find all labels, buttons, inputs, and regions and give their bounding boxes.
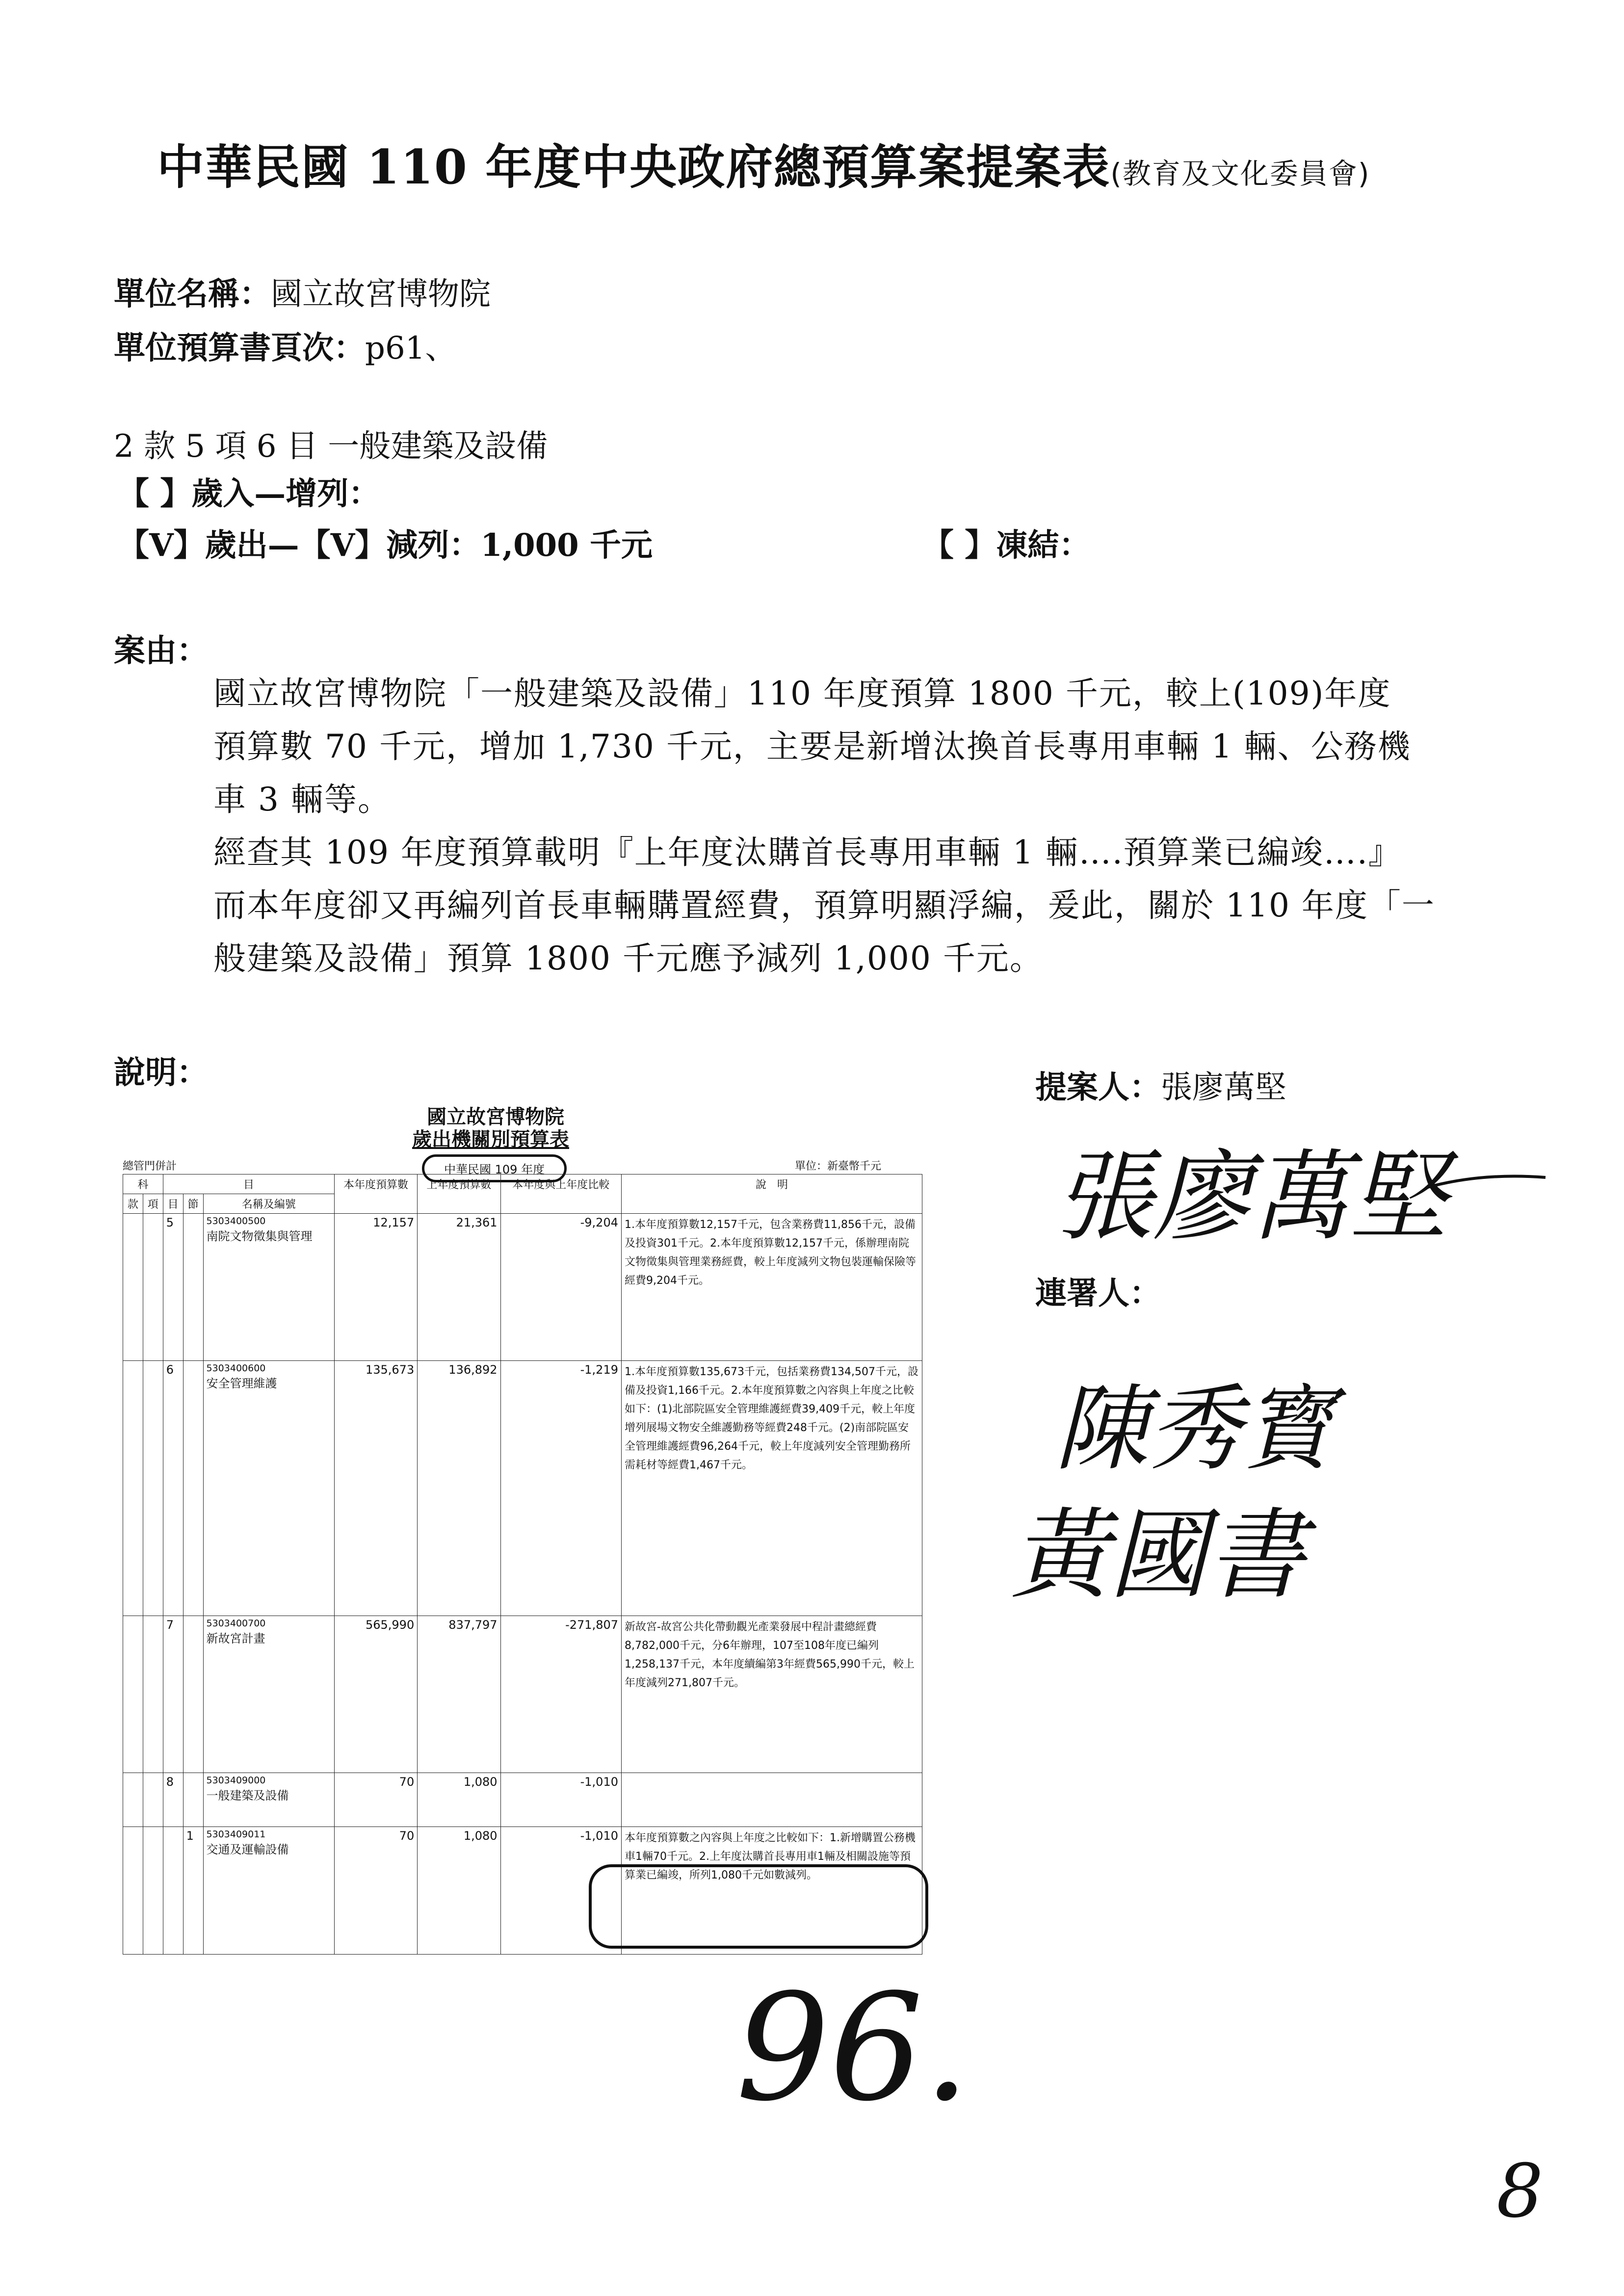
- budget-page-label: 單位預算書頁次：: [114, 330, 365, 366]
- cell-name: [203, 1361, 334, 1616]
- budget-table-excerpt: [123, 1101, 922, 1965]
- cosigner-signature: 陳秀寳: [1055, 1375, 1335, 1483]
- th-xiang: 項: [143, 1194, 163, 1214]
- title-committee: (教育及文化委員會): [1110, 157, 1370, 190]
- cell-compare: -9,204: [500, 1214, 621, 1361]
- cell-name-text: 新故宮計畫: [206, 1632, 265, 1645]
- cell-previous: 1,080: [418, 1827, 500, 1955]
- cell-kuan: [123, 1214, 143, 1361]
- excerpt-title: 歲出機關別預算表: [412, 1128, 569, 1151]
- cell-previous: 1,080: [418, 1773, 500, 1827]
- cell-name-text: 南院文物徵集與管理: [206, 1229, 313, 1243]
- cell-jie: [183, 1616, 203, 1773]
- th-kuan: 款: [123, 1194, 143, 1214]
- table-row: [123, 1773, 922, 1827]
- cell-note: 1.本年度預算數135,673千元，包括業務費134,507千元，設備及投資1,166千元。2.本年度預算數之內容與上年度之比較如下：(1)北部院區安全管理維護經費39,409千元，較上年度增列展場文物安全維護勤務等經費248千元。(2)南部院區安全管理維護經費96,264千元，較上年度減列安全管理勤務所需耗材等經費1,467千元。: [622, 1361, 922, 1616]
- proposer-label: 提案人：: [1035, 1069, 1161, 1106]
- cell-jie: [183, 1214, 203, 1361]
- proposer-name: 張廖萬堅: [1161, 1070, 1286, 1106]
- cell-kuan: [123, 1773, 143, 1827]
- title-main: 中華民國 110 年度中央政府總預算案提案表: [157, 139, 1111, 195]
- unit-name-row: [114, 269, 491, 314]
- cell-xiang: [143, 1616, 163, 1773]
- reason-line: 預算數 70 千元，增加 1,730 千元，主要是新增汰換首長專用車輛 1 輛、公務機: [213, 728, 1411, 765]
- cell-previous: 21,361: [418, 1214, 500, 1361]
- cell-current: 70: [334, 1827, 417, 1955]
- cell-name: [203, 1773, 334, 1827]
- th-item: 目: [163, 1174, 334, 1194]
- cell-code: 5303400600: [206, 1363, 266, 1374]
- th-note: 說 明: [622, 1174, 922, 1214]
- cell-code: 5303409000: [206, 1775, 266, 1786]
- cell-note: 1.本年度預算數12,157千元，包含業務費11,856千元，設備及投資301千元。2.本年度預算數12,157千元，係辦理南院文物徵集與管理業務經費，較上年度減列文物包裝運輸保險等經費9,204千元。: [622, 1214, 922, 1361]
- th-name: 名稱及編號: [203, 1194, 334, 1214]
- budget-page-value: p61、: [365, 330, 457, 366]
- excerpt-org: 國立故宮博物院: [427, 1106, 564, 1128]
- handwritten-number: 96.: [736, 1962, 970, 2134]
- budget-table: [123, 1174, 922, 1955]
- cosigner-label: 連署人：: [1035, 1275, 1161, 1312]
- cell-code: 5303400700: [206, 1618, 266, 1629]
- cell-name-text: 交通及運輸設備: [206, 1843, 289, 1856]
- cell-mu: 8: [163, 1773, 183, 1827]
- cell-name: [203, 1827, 334, 1955]
- expense-line: 【V】歲出—【V】減列：1,000 千元: [118, 527, 653, 564]
- budget-page-row: [114, 323, 456, 368]
- cell-name: [203, 1616, 334, 1773]
- cell-mu: [163, 1827, 183, 1955]
- cell-code: 5303409011: [206, 1829, 266, 1840]
- proposer-row: [1035, 1062, 1286, 1107]
- cell-xiang: [143, 1214, 163, 1361]
- cell-kuan: [123, 1361, 143, 1616]
- excerpt-unit: 單位：新臺幣千元: [795, 1160, 882, 1173]
- cell-mu: 6: [163, 1361, 183, 1616]
- excerpt-year: 中華民國 109 年度: [422, 1154, 567, 1182]
- explain-label: 說明：: [114, 1054, 208, 1091]
- proposer-signature: 張廖萬堅: [1055, 1140, 1448, 1254]
- annotation-circle: [589, 1864, 928, 1949]
- cell-compare: -1,010: [500, 1827, 621, 1955]
- cell-note: [622, 1773, 922, 1827]
- reason-line: 而本年度卻又再編列首長車輛購置經費，預算明顯浮編，爰此，關於 110 年度「一: [213, 887, 1435, 924]
- cell-jie: 1: [183, 1827, 203, 1955]
- cell-current: 12,157: [334, 1214, 417, 1361]
- table-row: [123, 1361, 922, 1616]
- table-header-row: [123, 1174, 922, 1194]
- cell-compare: -271,807: [500, 1616, 621, 1773]
- cell-kuan: [123, 1616, 143, 1773]
- th-previous: 上年度預算數: [418, 1174, 500, 1214]
- cell-mu: 5: [163, 1214, 183, 1361]
- table-row: [123, 1616, 922, 1773]
- reason-line: 經查其 109 年度預算載明『上年度汰購首長專用車輛 1 輛….預算業已編竣….』: [213, 834, 1402, 871]
- th-section: 科: [123, 1174, 163, 1194]
- item-line: 2 款 5 項 6 目 一般建築及設備: [114, 428, 548, 465]
- cell-jie: [183, 1361, 203, 1616]
- freeze-line: 【 】凍結：: [922, 527, 1091, 564]
- cell-code: 5303400500: [206, 1216, 266, 1226]
- reason-body: [213, 667, 1435, 985]
- cell-compare: -1,010: [500, 1773, 621, 1827]
- revenue-line: 【 】歲入—增列：: [118, 475, 380, 512]
- cell-compare: -1,219: [500, 1361, 621, 1616]
- signature-stroke: [1423, 1168, 1550, 1197]
- page-title: [157, 130, 1370, 197]
- th-current: 本年度預算數: [334, 1174, 417, 1214]
- unit-name-label: 單位名稱：: [114, 276, 271, 313]
- reason-line: 般建築及設備」預算 1800 千元應予減列 1,000 千元。: [213, 939, 1043, 977]
- reason-line: 國立故宮博物院「一般建築及設備」110 年度預算 1800 千元，較上(109)年度: [213, 675, 1391, 712]
- th-jie: 節: [183, 1194, 203, 1214]
- reason-label: 案由：: [114, 632, 208, 669]
- excerpt-left-caption: 總管門併計: [123, 1160, 177, 1173]
- cell-name: [203, 1214, 334, 1361]
- cell-current: 135,673: [334, 1361, 417, 1616]
- cell-name-text: 一般建築及設備: [206, 1789, 289, 1802]
- cell-previous: 837,797: [418, 1616, 500, 1773]
- cell-xiang: [143, 1773, 163, 1827]
- cell-previous: 136,892: [418, 1361, 500, 1616]
- cell-xiang: [143, 1827, 163, 1955]
- cell-current: 565,990: [334, 1616, 417, 1773]
- cell-jie: [183, 1773, 203, 1827]
- page-number: 8: [1496, 2149, 1544, 2234]
- table-row: [123, 1214, 922, 1361]
- cell-current: 70: [334, 1773, 417, 1827]
- cell-mu: 7: [163, 1616, 183, 1773]
- cell-name-text: 安全管理維護: [206, 1377, 277, 1390]
- unit-name-value: 國立故宮博物院: [271, 276, 491, 313]
- cell-xiang: [143, 1361, 163, 1616]
- th-compare: 本年度與上年度比較: [500, 1174, 621, 1214]
- cosigner-signature: 黃國書: [1011, 1498, 1306, 1613]
- th-mu: 目: [163, 1194, 183, 1214]
- cell-note: 本年度預算數之內容與上年度之比較如下：1.新增購置公務機車1輛70千元。2.上年度汰購首長專用車1輛及相關設施等預算業已編竣，所列1,080千元如數減列。: [622, 1827, 922, 1955]
- reason-line: 車 3 輛等。: [213, 781, 391, 818]
- cell-note: 新故宮-故宮公共化帶動觀光產業發展中程計畫總經費8,782,000千元，分6年辦理，107至108年度已編列1,258,137千元，本年度續編第3年經費565,990千元，較上年度減列271,807千元。: [622, 1616, 922, 1773]
- cell-kuan: [123, 1827, 143, 1955]
